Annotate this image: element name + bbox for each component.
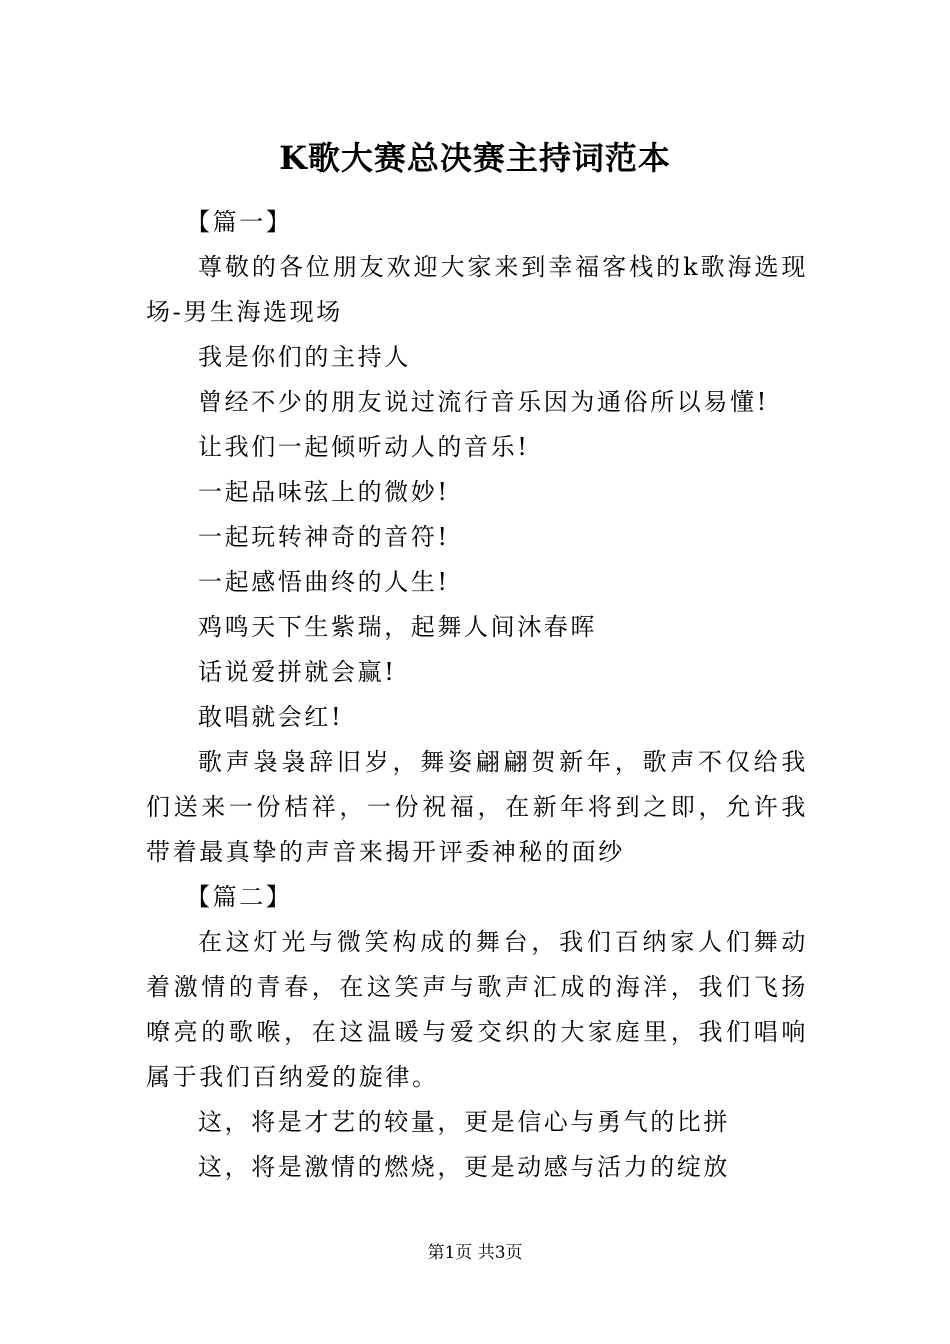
paragraph: 敢唱就会红! (198, 703, 344, 731)
paragraph: 让我们一起倾听动人的音乐! (198, 433, 530, 461)
paragraph: 我是你们的主持人 (198, 343, 411, 371)
document-title: K歌大赛总决赛主持词范本 (279, 139, 671, 177)
paragraph: 一起感悟曲终的人生! (198, 568, 450, 596)
paragraph: 歌声袅袅辞旧岁，舞姿翩翩贺新年，歌声不仅给我们送来一份桔祥，一份祝福，在新年将到之即，允许我带着最真挚的声音来揭开评委神秘的面纱 (146, 748, 808, 866)
page-footer: 第1页 共3页 (427, 1243, 523, 1263)
section-heading: 【篇一】 (186, 208, 293, 236)
paragraph: 尊敬的各位朋友欢迎大家来到幸福客栈的k歌海选现场-男生海选现场 (146, 253, 808, 326)
paragraph: 鸡鸣天下生紫瑞，起舞人间沐春晖 (198, 613, 597, 641)
paragraph: 一起品味弦上的微妙! (198, 478, 450, 506)
paragraph: 曾经不少的朋友说过流行音乐因为通俗所以易懂! (198, 388, 769, 416)
document-body (146, 200, 808, 1190)
paragraph: 这，将是才艺的较量，更是信心与勇气的比拼 (198, 1108, 730, 1136)
paragraph: 这，将是激情的燃烧，更是动感与活力的绽放 (198, 1153, 730, 1181)
paragraph: 在这灯光与微笑构成的舞台，我们百纳家人们舞动着激情的青春，在这笑声与歌声汇成的海洋，我们飞扬嘹亮的歌喉，在这温暖与爱交织的大家庭里，我们唱响属于我们百纳爱的旋律。 (146, 928, 808, 1091)
paragraph: 一起玩转神奇的音符! (198, 523, 450, 551)
section-heading: 【篇二】 (186, 883, 293, 911)
paragraph: 话说爱拼就会赢! (198, 658, 397, 686)
